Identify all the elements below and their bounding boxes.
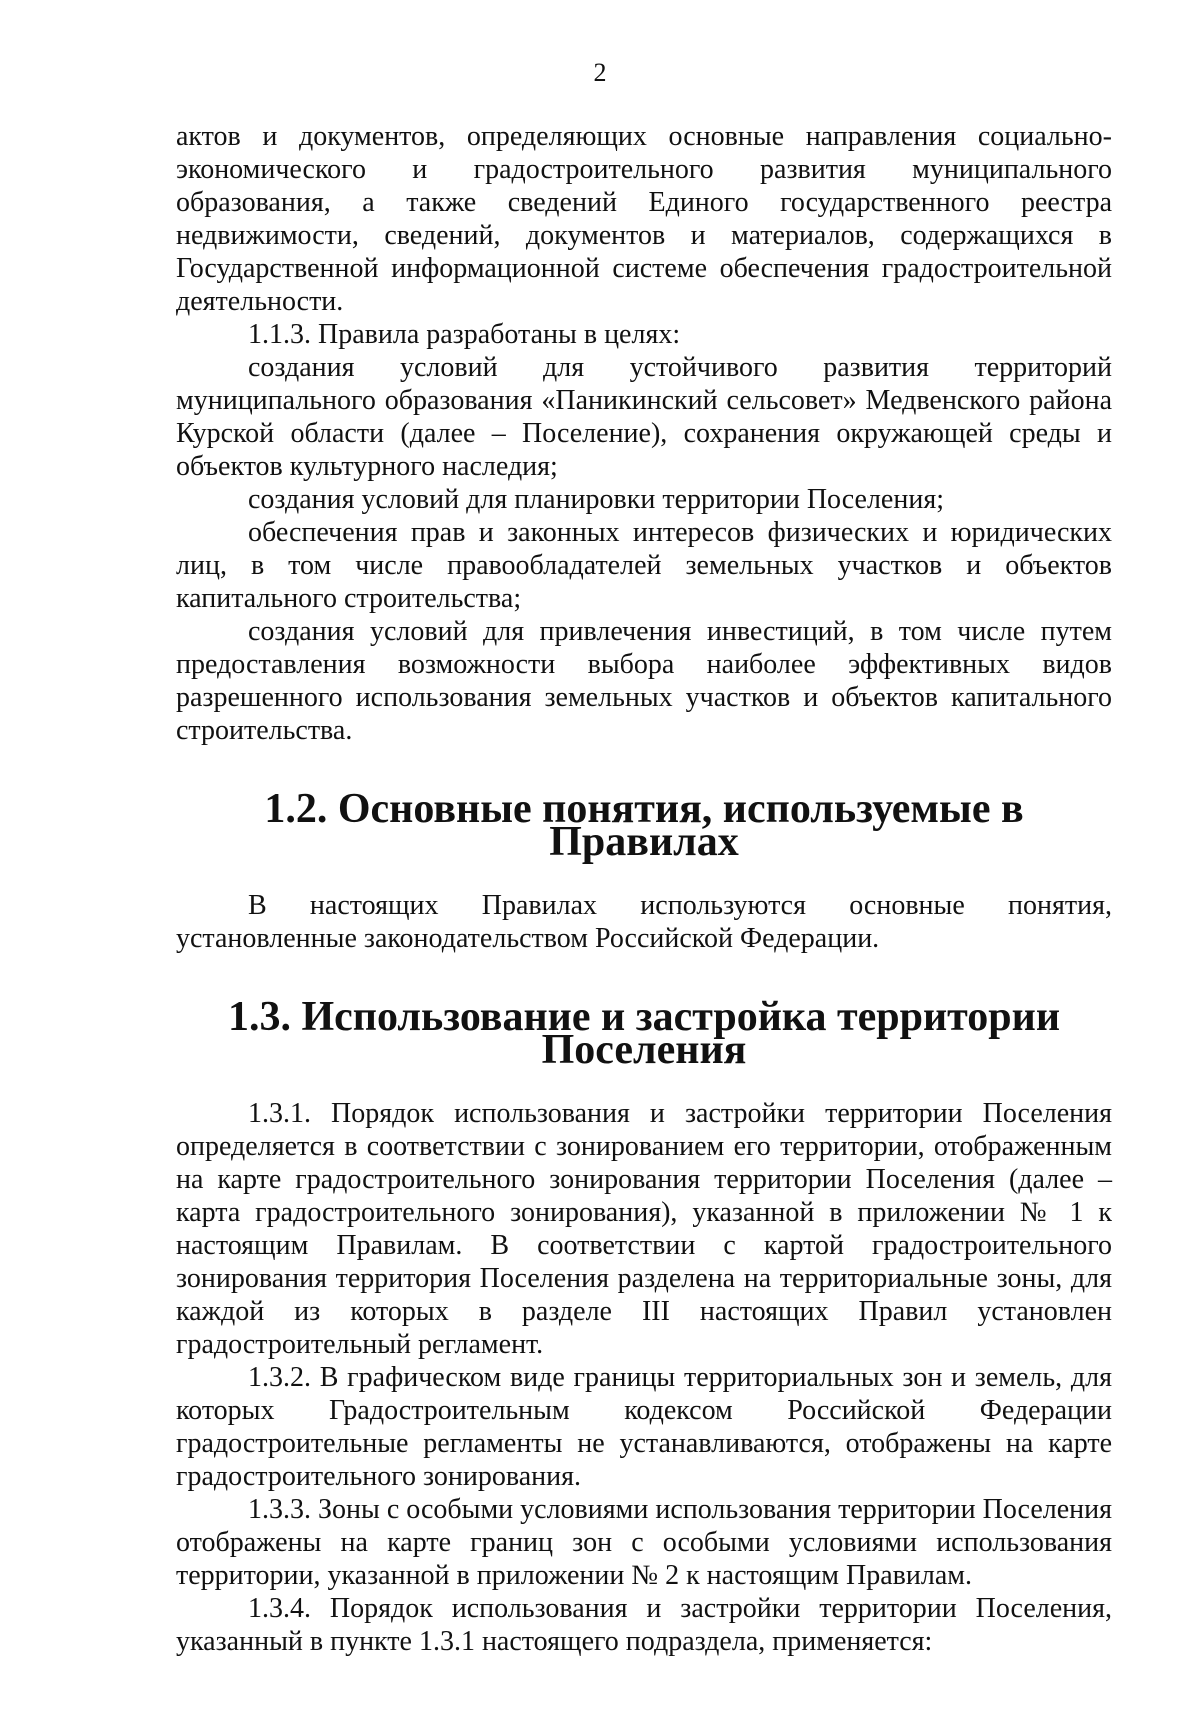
paragraph-1-3-3: 1.3.3. Зоны с особыми условиями использования территории Поселения отображены на карте границ зон с особыми условиями использования территории, указанной в приложении № 2 к настоящим Правилам.: [176, 1494, 1112, 1591]
paragraph-1-3-2: 1.3.2. В графическом виде границы территориальных зон и земель, для которых Градостроительным кодексом Российской Федерации градостроительные регламенты не устанавливаются, отображены на карте градостроительного зонирования.: [176, 1362, 1112, 1492]
section-heading-1-3: 1.3. Использование и застройка территории Поселения: [227, 994, 1061, 1073]
document-body: [176, 120, 1112, 1658]
paragraph-goal-sustainable-development: создания условий для устойчивого развития территорий муниципального образования «Паникинский сельсовет» Медвенского района Курской области (далее – Поселение), сохранения окружающей среды и объектов культурного наследия;: [176, 352, 1112, 482]
paragraph-1-3-4: 1.3.4. Порядок использования и застройки территории Поселения, указанный в пункте 1.3.1 настоящего подраздела, применяется:: [176, 1593, 1112, 1657]
paragraph-1-2: В настоящих Правилах используются основные понятия, установленные законодательством Российской Федерации.: [176, 890, 1112, 954]
paragraph-goal-investments: создания условий для привлечения инвестиций, в том числе путем предоставления возможности выбора наиболее эффективных видов разрешенного использования земельных участков и объектов капитального строительства.: [176, 616, 1112, 746]
paragraph-goal-planning: создания условий для планировки территории Поселения;: [248, 484, 944, 515]
paragraph-1-3-1: 1.3.1. Порядок использования и застройки территории Поселения определяется в соответствии с зонированием его территории, отображенным на карте градостроительного зонирования территории Поселения (далее – карта градостроительного зонирования), указанной в приложении № 1 к настоящим Правилам. В соответствии с картой градостроительного зонирования территория Поселения разделена на территориальные зоны, для каждой из которых в разделе III настоящих Правил установлен градостроительный регламент.: [176, 1098, 1112, 1360]
page-number: 2: [593, 58, 607, 87]
paragraph-1-1-3: 1.1.3. Правила разработаны в целях:: [248, 319, 681, 350]
section-heading-1-2: 1.2. Основные понятия, используемые в Правилах: [264, 786, 1024, 865]
paragraph-goal-rights: обеспечения прав и законных интересов физических и юридических лиц, в том числе правообладателей земельных участков и объектов капитального строительства;: [176, 517, 1112, 614]
paragraph-continuation: актов и документов, определяющих основные направления социально-экономического и градостроительного развития муниципального образования, а также сведений Единого государственного реестра недвижимости, сведений, документов и материалов, содержащихся в Государственной информационной системе обеспечения градостроительной деятельности.: [176, 121, 1112, 317]
